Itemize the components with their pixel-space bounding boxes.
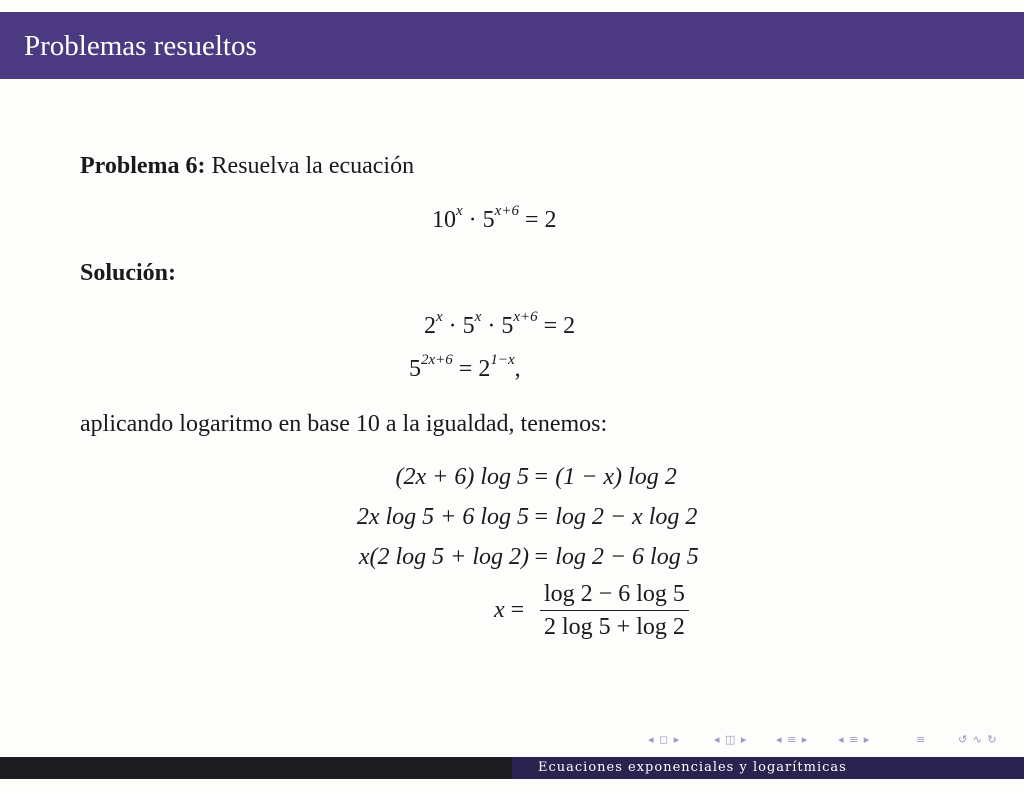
subsection-nav-icon[interactable]: ◂ ◫ ▸ bbox=[714, 733, 748, 746]
footer-left-bar bbox=[0, 757, 512, 779]
log-line-3 bbox=[0, 542, 1024, 572]
transition-text: aplicando logaritmo en base 10 a la igualdad, tenemos: bbox=[80, 411, 608, 437]
eq-dot: · bbox=[468, 207, 477, 233]
step1-base-2: 2 bbox=[424, 313, 436, 339]
problem-statement bbox=[80, 152, 414, 180]
frame-nav-icon[interactable]: ◂ ◻ ▸ bbox=[648, 733, 681, 746]
step1-exp-x-2: x bbox=[474, 309, 482, 325]
eq-base-10: 10 bbox=[432, 207, 456, 233]
step2-exp: 2x+6 bbox=[421, 352, 453, 368]
fraction-denominator: 2 log 5 + log 2 bbox=[544, 614, 685, 640]
step2-rhs: = 2 bbox=[458, 356, 491, 382]
step1-factor-5-b: · 5 bbox=[487, 313, 514, 339]
step1-factor-5: · 5 bbox=[448, 313, 475, 339]
solution-label: Solución: bbox=[80, 260, 177, 286]
step2-base-5: 5 bbox=[409, 356, 421, 382]
eq-exp-x: x bbox=[456, 203, 463, 219]
log-line-1-lhs: (2x + 6) log 5 bbox=[395, 464, 529, 490]
frame-title: Problemas resueltos bbox=[24, 30, 257, 62]
log-line-2 bbox=[0, 502, 1024, 532]
eq-rhs: = 2 bbox=[524, 207, 557, 233]
final-fraction bbox=[540, 580, 689, 641]
log-line-3-lhs: x(2 log 5 + log 2) bbox=[358, 544, 529, 570]
step1-rhs: = 2 bbox=[543, 313, 576, 339]
log-line-1-rhs: = (1 − x) log 2 bbox=[533, 464, 677, 490]
step1-exp-x: x bbox=[436, 309, 443, 325]
final-x: x bbox=[494, 597, 505, 623]
problem-label: Problema 6: bbox=[80, 153, 206, 179]
problem-equation bbox=[432, 203, 557, 234]
footer-title: Ecuaciones exponenciales y logarítmicas bbox=[538, 760, 847, 775]
toc-icon[interactable]: ≡ bbox=[916, 733, 927, 746]
problem-text: Resuelva la ecuación bbox=[211, 153, 415, 179]
document-nav-icon[interactable]: ◂ ≡ ▸ bbox=[838, 733, 871, 746]
log-line-2-rhs: = log 2 − x log 2 bbox=[533, 504, 698, 530]
step2-comma: , bbox=[514, 356, 521, 382]
footer-right-bar bbox=[512, 757, 1024, 779]
eq-exp-x6: x+6 bbox=[494, 203, 519, 219]
section-nav-icon[interactable]: ◂ ≡ ▸ bbox=[776, 733, 809, 746]
final-lhs bbox=[494, 596, 524, 624]
frame-title-bar bbox=[0, 12, 1024, 79]
fraction-numerator: log 2 − 6 log 5 bbox=[540, 580, 689, 611]
step2-rhs-exp: 1−x bbox=[490, 352, 515, 368]
final-equals: = bbox=[510, 597, 525, 623]
log-line-1 bbox=[0, 462, 1024, 492]
step1-exp-x6: x+6 bbox=[513, 309, 538, 325]
solution-step-2 bbox=[409, 352, 521, 383]
solution-step-1 bbox=[424, 309, 576, 340]
log-line-2-lhs: 2x log 5 + 6 log 5 bbox=[356, 504, 529, 530]
eq-base-5: 5 bbox=[482, 207, 495, 233]
log-line-3-rhs: = log 2 − 6 log 5 bbox=[533, 544, 699, 570]
search-undo-redo-icon[interactable]: ↺ ∿ ↻ bbox=[958, 733, 998, 746]
beamer-navigation bbox=[648, 733, 1018, 749]
